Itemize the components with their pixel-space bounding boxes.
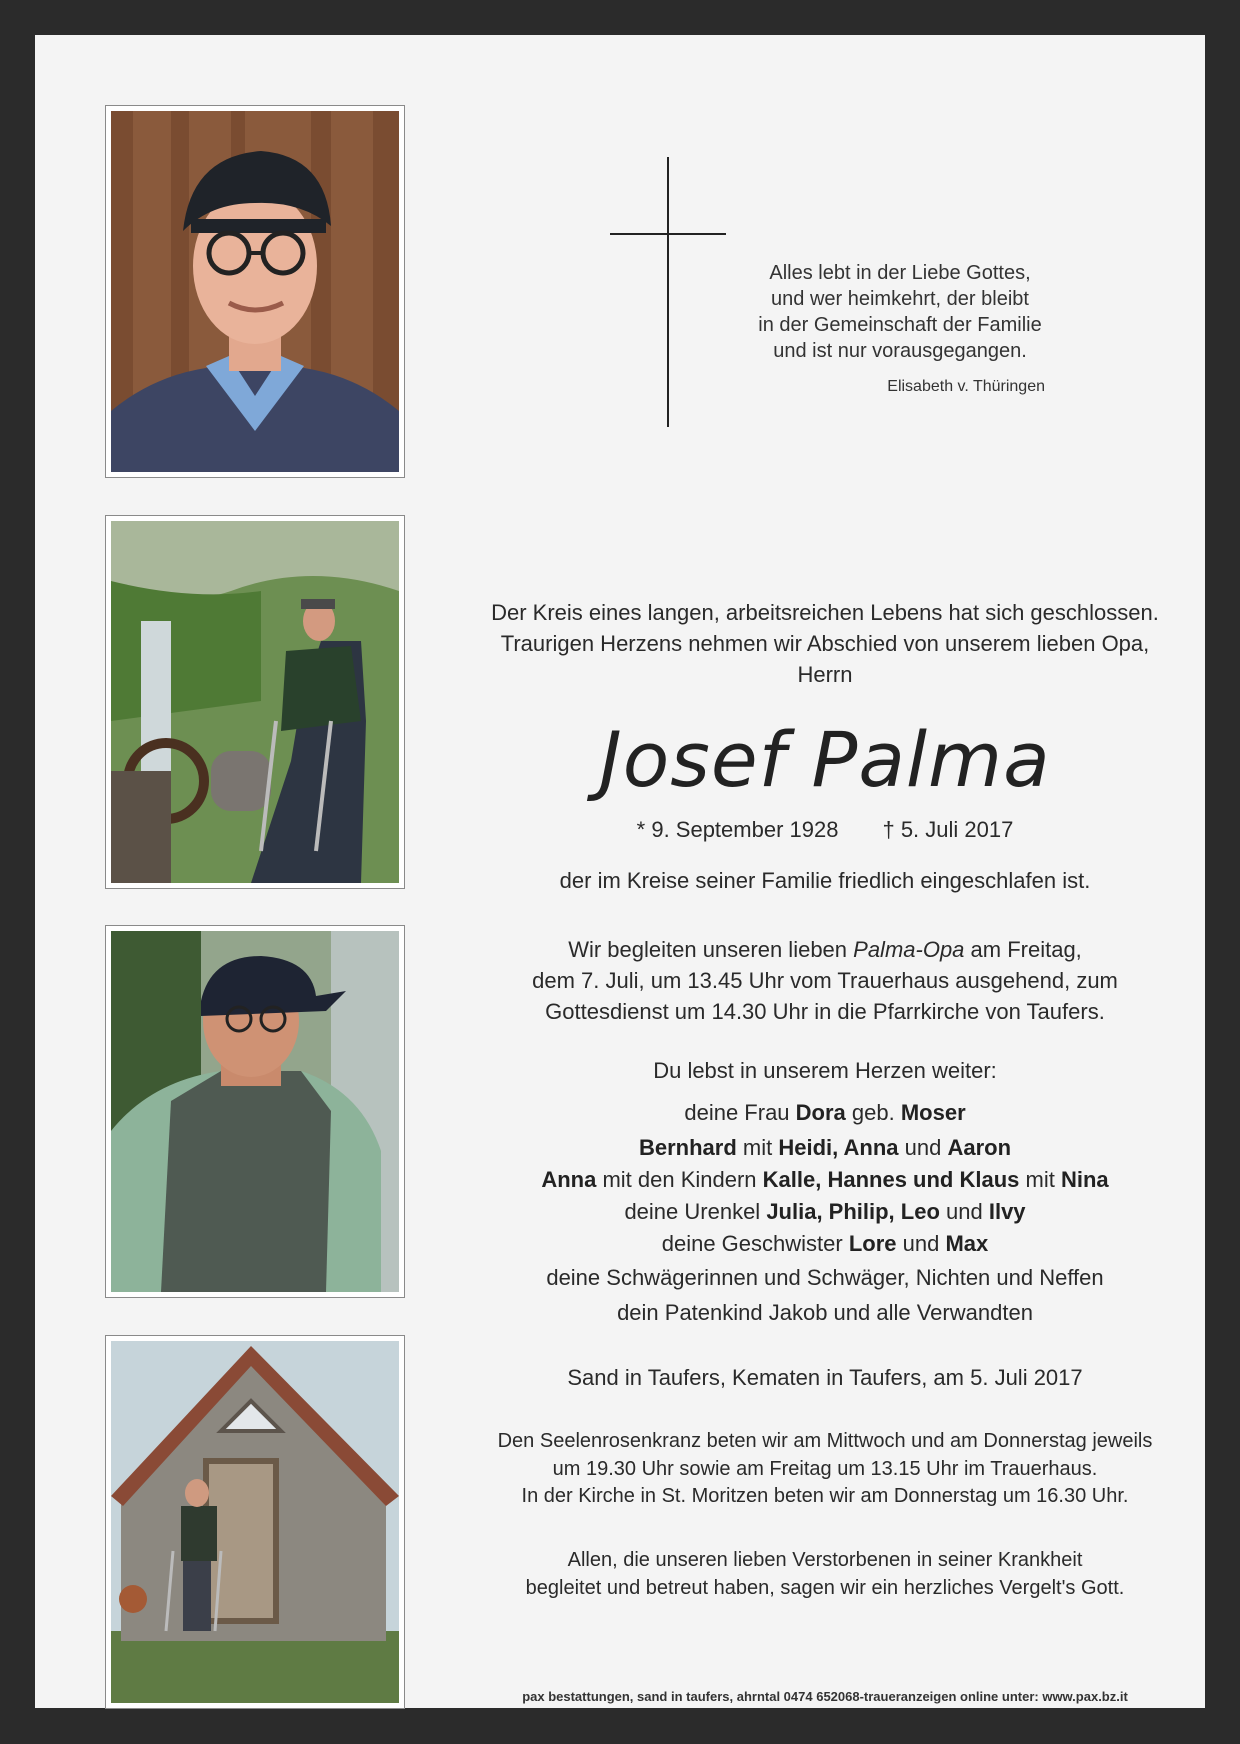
intro-line: Traurigen Herzens nehmen wir Abschied von unserem lieben Opa, — [500, 631, 1150, 656]
cross-vertical — [667, 157, 669, 427]
birth-date: * 9. September 1928 — [636, 817, 839, 842]
quote-line: und wer heimkehrt, der bleibt — [771, 288, 1029, 310]
funeral-line-2: dem 7. Juli, um 13.45 Uhr vom Trauerhaus ausgehend, zum — [532, 968, 1118, 993]
survivor-name: Kalle, Hannes und Klaus — [762, 1167, 1020, 1192]
bible-quote — [725, 260, 1075, 364]
funeral-text — [445, 934, 1205, 1027]
survivor-text: und — [898, 1135, 948, 1160]
funeral-text-part: am Freitag, — [964, 937, 1082, 962]
survivor-name: Nina — [1060, 1167, 1109, 1192]
footer-imprint: pax bestattungen, sand in taufers, ahrntal 0474 652068-traueranzeigen online unter: www.pax.bz.it — [522, 1689, 1128, 1704]
intro-text — [445, 597, 1205, 690]
survivor-godchild: dein Patenkind Jakob und alle Verwandten — [617, 1300, 1033, 1325]
nickname: Palma-Opa — [853, 937, 965, 962]
survivor-text: mit den Kindern — [596, 1167, 763, 1192]
funeral-text-part: Wir begleiten unseren lieben — [568, 937, 854, 962]
survivors-list — [445, 1095, 1205, 1330]
hut-photo — [105, 1335, 405, 1709]
death-date: † 5. Juli 2017 — [882, 817, 1014, 842]
survivor-text: und — [939, 1199, 989, 1224]
quote-author: Elisabeth v. Thüringen — [887, 378, 1045, 395]
survivor-anna — [445, 1164, 1205, 1196]
survivor-name: Lore — [848, 1231, 897, 1256]
thanks-line: Allen, die unseren lieben Verstorbenen in seiner Krankheit — [567, 1549, 1083, 1571]
funeral-line-1 — [445, 934, 1205, 965]
rosary-text — [445, 1428, 1205, 1511]
survivor-name: Julia, Philip, Leo — [766, 1199, 940, 1224]
life-dates — [445, 814, 1205, 845]
quote-line: und ist nur vorausgegangen. — [773, 340, 1027, 362]
survivor-inlaws: deine Schwägerinnen und Schwäger, Nichten und Neffen — [546, 1265, 1104, 1290]
quote-line: Alles lebt in der Liebe Gottes, — [769, 262, 1031, 284]
mill-photo — [105, 515, 405, 889]
survivor-name: Ilvy — [988, 1199, 1026, 1224]
survivor-text: geb. — [845, 1100, 901, 1125]
survivor-greatgrandchildren — [445, 1196, 1205, 1228]
survivor-bernhard — [445, 1131, 1205, 1164]
survivor-name: Max — [945, 1231, 989, 1256]
survivor-wife — [445, 1095, 1205, 1131]
survivor-name: Dora — [795, 1100, 846, 1125]
place-date: Sand in Taufers, Kematen in Taufers, am 5. Juli 2017 — [567, 1365, 1083, 1390]
cap-photo — [105, 925, 405, 1298]
survivor-text: mit — [736, 1135, 779, 1160]
quote-line: in der Gemeinschaft der Familie — [758, 314, 1042, 336]
survivor-siblings — [445, 1228, 1205, 1260]
thanks-text — [445, 1547, 1205, 1602]
survivor-text: deine Urenkel — [624, 1199, 767, 1224]
survivor-text: deine Frau — [684, 1100, 796, 1125]
rosary-line: In der Kirche in St. Moritzen beten wir am Donnerstag um 16.30 Uhr. — [521, 1485, 1129, 1507]
peaceful-text: der im Kreise seiner Familie friedlich eingeschlafen ist. — [559, 868, 1091, 893]
survivors-heading: Du lebst in unserem Herzen weiter: — [653, 1058, 997, 1083]
survivor-name: Aaron — [947, 1135, 1012, 1160]
survivor-name: Anna — [541, 1167, 597, 1192]
intro-line: Herrn — [797, 662, 853, 687]
survivor-name: Moser — [900, 1100, 966, 1125]
obituary-card — [35, 35, 1205, 1708]
intro-line: Der Kreis eines langen, arbeitsreichen Lebens hat sich geschlossen. — [491, 600, 1159, 625]
survivor-name: Heidi, Anna — [778, 1135, 899, 1160]
funeral-line-3: Gottesdienst um 14.30 Uhr in die Pfarrkirche von Taufers. — [545, 999, 1105, 1024]
portrait-photo — [105, 105, 405, 478]
rosary-line: Den Seelenrosenkranz beten wir am Mittwoch und am Donnerstag jeweils — [497, 1430, 1153, 1452]
survivor-text: deine Geschwister — [661, 1231, 849, 1256]
survivor-text: mit — [1019, 1167, 1061, 1192]
survivor-name: Bernhard — [638, 1135, 737, 1160]
cross-horizontal — [610, 233, 726, 235]
thanks-line: begleitet und betreut haben, sagen wir ein herzliches Vergelt's Gott. — [525, 1576, 1125, 1599]
survivor-text: und — [896, 1231, 946, 1256]
rosary-line: um 19.30 Uhr sowie am Freitag um 13.15 Uhr im Trauerhaus. — [552, 1457, 1098, 1480]
deceased-name: Josef Palma — [599, 715, 1051, 804]
